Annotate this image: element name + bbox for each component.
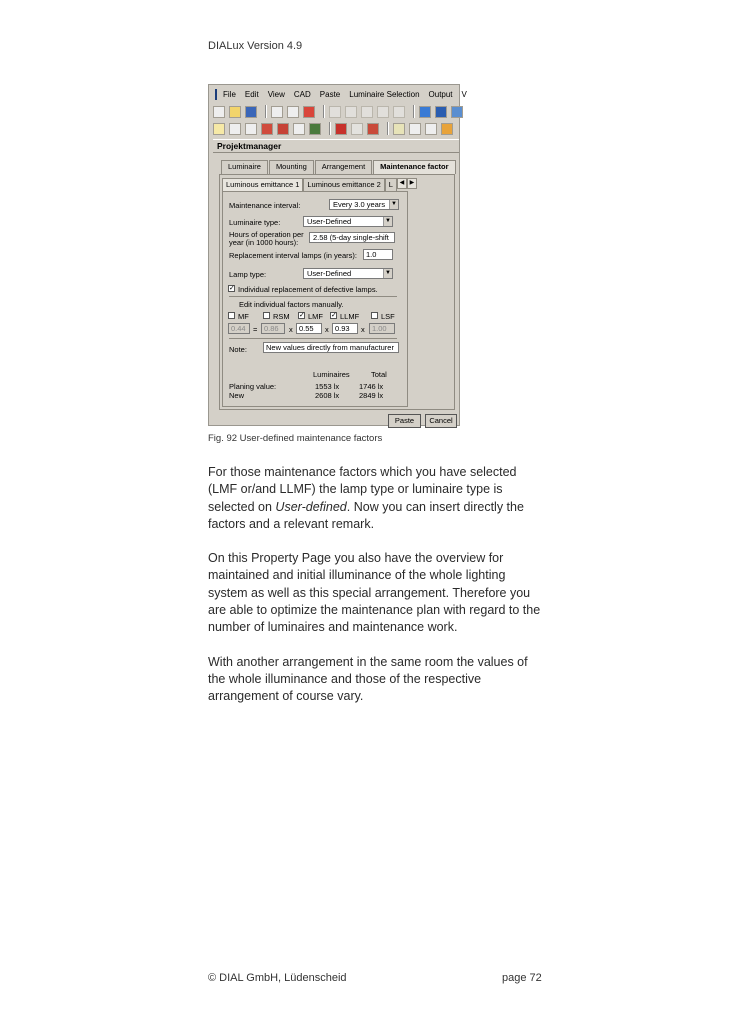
toolbar-separator bbox=[413, 105, 415, 118]
snap-icon[interactable] bbox=[351, 123, 363, 135]
light-icon[interactable] bbox=[441, 123, 453, 135]
maintenance-interval-value: Every 3.0 years bbox=[333, 200, 386, 209]
total-column-header: Total bbox=[371, 370, 387, 379]
cad-toolbar bbox=[209, 120, 459, 137]
hours-select[interactable] bbox=[309, 232, 395, 243]
note-input[interactable]: New values directly from manufacturer bbox=[263, 342, 399, 353]
paste-icon[interactable] bbox=[361, 106, 373, 118]
new-total-value: 2849 lx bbox=[359, 391, 384, 400]
luminaire-type-value: User-Defined bbox=[307, 217, 352, 226]
menu-bar bbox=[209, 85, 467, 103]
3d-view-icon[interactable] bbox=[419, 106, 431, 118]
multiply-sign: x bbox=[361, 325, 365, 334]
undo-icon[interactable] bbox=[377, 106, 389, 118]
luminaire-type-select[interactable] bbox=[303, 216, 393, 227]
standard-toolbar bbox=[209, 103, 459, 120]
body-text bbox=[208, 464, 543, 723]
emphasis-text: User-defined bbox=[275, 499, 347, 514]
tab-maintenance-factor[interactable]: Maintenance factor bbox=[373, 160, 455, 174]
new-value-label: New bbox=[229, 391, 245, 400]
cancel-button[interactable]: Cancel bbox=[425, 414, 457, 428]
multiply-sign: x bbox=[325, 325, 329, 334]
sub-tab-strip bbox=[222, 178, 417, 191]
tab-luminous-emittance-1[interactable]: Luminous emittance 1 bbox=[222, 178, 303, 191]
luminaire-field-icon[interactable] bbox=[277, 123, 289, 135]
menu-view[interactable]: View bbox=[267, 89, 285, 99]
page-header: DIALux Version 4.9 bbox=[208, 40, 303, 52]
lsf-checkbox[interactable] bbox=[371, 312, 378, 319]
rsm-label: RSM bbox=[273, 312, 290, 321]
menu-paste[interactable]: Paste bbox=[319, 89, 341, 99]
print-icon[interactable] bbox=[271, 106, 283, 118]
grid-icon[interactable] bbox=[367, 123, 379, 135]
luminaires-column-header: Luminaires bbox=[313, 370, 350, 379]
tab-luminous-emittance-2[interactable]: Luminous emittance 2 bbox=[303, 178, 384, 191]
multiply-sign: x bbox=[289, 325, 293, 334]
chevron-down-icon: ▼ bbox=[383, 269, 392, 278]
pdf-icon[interactable] bbox=[303, 106, 315, 118]
divider bbox=[229, 296, 397, 297]
copy-icon[interactable] bbox=[345, 106, 357, 118]
lamp-type-value: User-Defined bbox=[307, 269, 352, 278]
pan-icon[interactable] bbox=[425, 123, 437, 135]
maintenance-factor-sheet bbox=[219, 174, 455, 410]
menu-luminaire-selection[interactable]: Luminaire Selection bbox=[349, 89, 420, 99]
lamp-type-select[interactable] bbox=[303, 268, 393, 279]
main-tab-strip bbox=[221, 160, 457, 174]
maintenance-form bbox=[222, 191, 408, 407]
chevron-down-icon: ▼ bbox=[389, 200, 398, 209]
dialux-screenshot bbox=[208, 84, 467, 426]
edit-points-icon[interactable] bbox=[229, 123, 241, 135]
redo-icon[interactable] bbox=[393, 106, 405, 118]
lmf-label: LMF bbox=[308, 312, 323, 321]
divider bbox=[229, 338, 397, 339]
edit-factors-label: Edit individual factors manually. bbox=[239, 300, 344, 309]
new-luminaires-value: 2608 lx bbox=[315, 391, 340, 400]
toolbar-separator bbox=[387, 122, 389, 135]
tab-arrangement[interactable]: Arrangement bbox=[315, 160, 372, 174]
luminaire-type-label: Luminaire type: bbox=[229, 218, 281, 227]
rsm-checkbox[interactable] bbox=[263, 312, 270, 319]
replacement-interval-label: Replacement interval lamps (in years): bbox=[229, 251, 357, 260]
llmf-label: LLMF bbox=[340, 312, 360, 321]
toolbar-separator bbox=[323, 105, 325, 118]
menu-more[interactable]: V bbox=[461, 89, 467, 99]
replacement-interval-input[interactable]: 1.0 bbox=[363, 249, 393, 260]
paragraph: On this Property Page you also have the overview for maintained and initial illuminance of the whole lighting system as well as this special arrangement. Therefore you are able to optimize the maintenance plan with regard to the number of luminaires and maintenance work. bbox=[208, 551, 541, 635]
print-preview-icon[interactable] bbox=[287, 106, 299, 118]
planning-luminaires-value: 1553 lx bbox=[315, 382, 340, 391]
menu-output[interactable]: Output bbox=[428, 89, 453, 99]
planning-value-label: Planing value: bbox=[229, 382, 277, 391]
rotate-icon[interactable] bbox=[245, 123, 257, 135]
footer-page-number: page 72 bbox=[502, 972, 542, 984]
tab-scroll-right-icon[interactable]: ▶ bbox=[407, 178, 417, 189]
magnet-icon[interactable] bbox=[335, 123, 347, 135]
maintenance-interval-label: Maintenance interval: bbox=[229, 201, 301, 210]
figure-caption: Fig. 92 User-defined maintenance factors bbox=[208, 433, 383, 444]
paragraph-text: . Now you can insert directly the factors and a relevant remark. bbox=[208, 499, 524, 531]
pointer-icon[interactable] bbox=[393, 123, 405, 135]
select-icon[interactable] bbox=[213, 123, 225, 135]
menu-cad[interactable]: CAD bbox=[293, 89, 311, 99]
paragraph-text: For those maintenance factors which you have selected (LMF or/and LLMF) the lamp type or luminaire type is selected on bbox=[208, 465, 517, 514]
menu-file[interactable]: File bbox=[223, 89, 236, 99]
open-folder-icon[interactable] bbox=[229, 106, 241, 118]
footer-copyright: © DIAL GmbH, Lüdenscheid bbox=[208, 972, 347, 984]
hours-label-line2: year (in 1000 hours): bbox=[229, 238, 299, 247]
menu-edit[interactable]: Edit bbox=[244, 89, 259, 99]
tab-luminaire[interactable]: Luminaire bbox=[221, 160, 268, 174]
lamp-type-label: Lamp type: bbox=[229, 270, 267, 279]
paragraph bbox=[208, 464, 543, 533]
individual-replacement-label: Individual replacement of defective lamps. bbox=[238, 285, 378, 294]
chevron-down-icon: ▼ bbox=[383, 217, 392, 226]
align-icon[interactable] bbox=[309, 123, 321, 135]
paragraph: With another arrangement in the same room the values of the whole illuminance and those of the respective arrangement of course vary. bbox=[208, 654, 528, 704]
hours-value: 2.58 (5-day single-shift bbox=[313, 233, 389, 242]
side-view-icon[interactable] bbox=[451, 106, 463, 118]
tab-scroll-left-icon[interactable]: ◀ bbox=[397, 178, 407, 189]
hours-label-line1: Hours of operation per bbox=[229, 230, 304, 239]
individual-replacement-checkbox[interactable]: ✓ bbox=[229, 285, 235, 292]
luminaire-arrangement-icon[interactable] bbox=[261, 123, 273, 135]
new-file-icon[interactable] bbox=[213, 106, 225, 118]
mf-label: MF bbox=[238, 312, 249, 321]
mf-checkbox[interactable] bbox=[228, 312, 235, 319]
maintenance-interval-select[interactable] bbox=[329, 199, 399, 210]
cut-icon[interactable] bbox=[329, 106, 341, 118]
paste-button[interactable]: Paste bbox=[388, 414, 421, 428]
floor-plan-icon[interactable] bbox=[435, 106, 447, 118]
app-icon bbox=[215, 89, 217, 100]
tab-truncated[interactable]: L bbox=[385, 178, 397, 191]
llmf-input[interactable]: 0.93 bbox=[332, 323, 358, 334]
tab-mounting[interactable]: Mounting bbox=[269, 160, 314, 174]
lmf-input[interactable]: 0.55 bbox=[296, 323, 322, 334]
lsf-label: LSF bbox=[381, 312, 395, 321]
save-icon[interactable] bbox=[245, 106, 257, 118]
panel-title: Projektmanager bbox=[213, 140, 459, 153]
equals-sign: = bbox=[253, 325, 258, 334]
project-manager-panel bbox=[213, 139, 459, 425]
toolbar-separator bbox=[329, 122, 331, 135]
note-label: Note: bbox=[229, 345, 247, 354]
llmf-checkbox[interactable]: ✓ bbox=[331, 312, 337, 319]
lsf-input[interactable]: 1.00 bbox=[369, 323, 395, 334]
mirror-icon[interactable] bbox=[293, 123, 305, 135]
zoom-icon[interactable] bbox=[409, 123, 421, 135]
planning-total-value: 1746 lx bbox=[359, 382, 384, 391]
rsm-input[interactable]: 0.86 bbox=[261, 323, 285, 334]
toolbar-separator bbox=[265, 105, 267, 118]
mf-input[interactable]: 0.44 bbox=[228, 323, 250, 334]
lmf-checkbox[interactable]: ✓ bbox=[299, 312, 305, 319]
